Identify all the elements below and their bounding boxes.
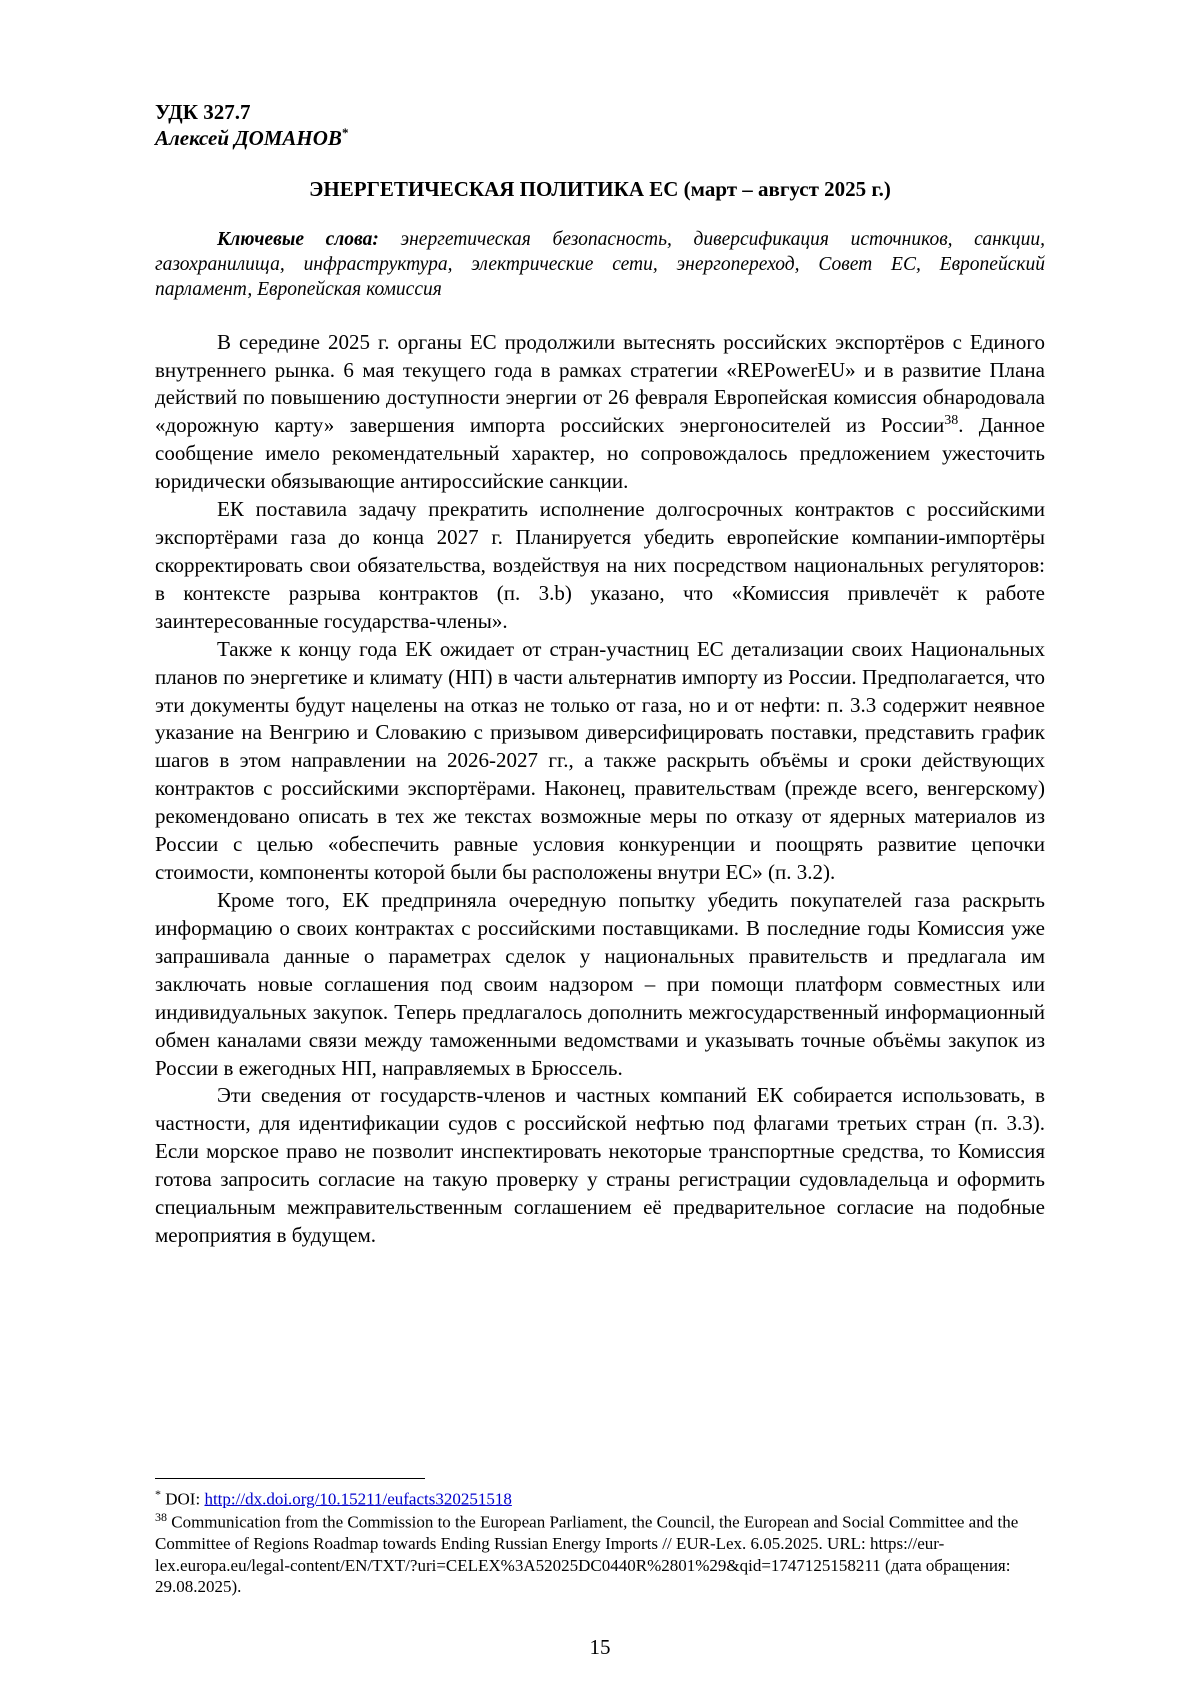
paragraph-1-part1: В середине 2025 г. органы ЕС продолжили вытеснять российских экспортёров с Единого внутреннего рынка. 6 мая текущего года в рамках стратегии «REPowerEU» и в развитие Плана действий по повышению доступности энергии от 26 февраля Европейская комиссия обнародовала «дорожную карту» завершения импорта российских энергоносителей из России [155,329,1045,438]
footnote-separator [155,1478,425,1479]
paragraph-3: Также к концу года ЕК ожидает от стран-участниц ЕС детализации своих Национальных планов по энергетике и климату (НП) в части альтернатив импорту из России. Предполагается, что эти документы будут нацелены на отказ не только от газа, но и от нефти: п. 3.3 содержит неявное указание на Венгрию и Словакию с призывом диверсифицировать поставки, представить график шагов в этом направлении на 2026-2027 гг., а также раскрыть объёмы и сроки действующих контрактов с российскими экспортёрами. Наконец, правительствам (прежде всего, венгерскому) рекомендовано описать в тех же текстах возможные меры по отказу от ядерных материалов из России с целью «обеспечить равные условия конкуренции и поощрять развитие цепочки стоимости, компоненты которой были бы расположены внутри ЕС» (п. 3.2). [155,636,1045,885]
footnote-marker-asterisk: * [155,1486,161,1501]
footnote-38 [155,1510,1045,1598]
footnote-marker-38: 38 [155,1510,167,1525]
footnote-38-text: Communication from the Commission to the European Parliament, the Council, the European and Social Committee and the Committee of Regions Roadmap towards Ending Russian Energy Imports // EUR-Lex. 6.05.2025. URL: https://eur-lex.europa.eu/legal-content/EN/TXT/?uri=CELEX%3A52025DC0440R%2801%29&qid=1747125158211 (дата обращения: 29.08.2025). [155,1512,1019,1597]
author-label: Алексей ДОМАНОВ [155,125,342,150]
paragraph-4: Кроме того, ЕК предприняла очередную попытку убедить покупателей газа раскрыть информацию о своих контрактах с российскими поставщиками. В последние годы Комиссия уже запрашивала данные о параметрах сделок у национальных правительств и предлагала им заключать новые соглашения под своим надзором – при помощи платформ совместных или индивидуальных закупок. Теперь предлагалось дополнить межгосударственный информационный обмен каналами связи между таможенными ведомствами и указывать точные объёмы закупок из России в ежегодных НП, направляемых в Брюссель. [155,888,1045,1080]
keywords-label: Ключевые слова: [217,228,379,250]
author-name [155,125,1045,151]
paragraph-5: Эти сведения от государств-членов и частных компаний ЕК собирается использовать, в частности, для идентификации судов с российской нефтью под флагами третьих стран (п. 3.3). Если морское право не позволит инспектировать некоторые транспортные средства, то Комиссия готова запросить согласие на такую проверку у страны регистрации судовладельца и оформить специальным межправительственным соглашением её предварительное согласие на подобные мероприятия в будущем. [155,1083,1045,1248]
footnote-asterisk-text: DOI: [161,1489,205,1509]
paragraph-1 [155,329,1045,497]
paragraph-1-part2: . Данное сообщение имело рекомендательный характер, но сопровождалось предложением ужесточить юридически обязывающие антироссийские санкции. [155,413,1045,494]
footnote-asterisk [155,1487,1045,1510]
footnote-ref-38: 38 [944,413,959,429]
paragraph-2: ЕК поставила задачу прекратить исполнение долгосрочных контрактов с российскими экспортёрами газа до конца 2027 г. Планируется убедить европейские компании-импортёры скорректировать свои обязательства, воздействуя на них посредством национальных регуляторов: в контексте разрыва контрактов (п. 3.b) указано, что «Комиссия привлечёт к работе заинтересованные государства-члены». [155,497,1045,633]
page-title: ЭНЕРГЕТИЧЕСКАЯ ПОЛИТИКА ЕС (март – август 2025 г.) [309,176,891,201]
author-footnote-marker: * [341,124,349,140]
keywords-list: энергетическая безопасность, диверсификация источников, санкции, газохранилища, инфраструктура, электрические сети, энергопереход, Совет ЕС, Европейский парламент, Европейская комиссия [155,228,1046,300]
keywords-block [155,228,1045,303]
udk-code: УДК 327.7 [155,100,251,124]
doi-link[interactable]: http://dx.doi.org/10.15211/eufacts320251518 [204,1489,512,1509]
page-number: 15 [589,1635,611,1659]
footnote-area [155,1478,1045,1598]
